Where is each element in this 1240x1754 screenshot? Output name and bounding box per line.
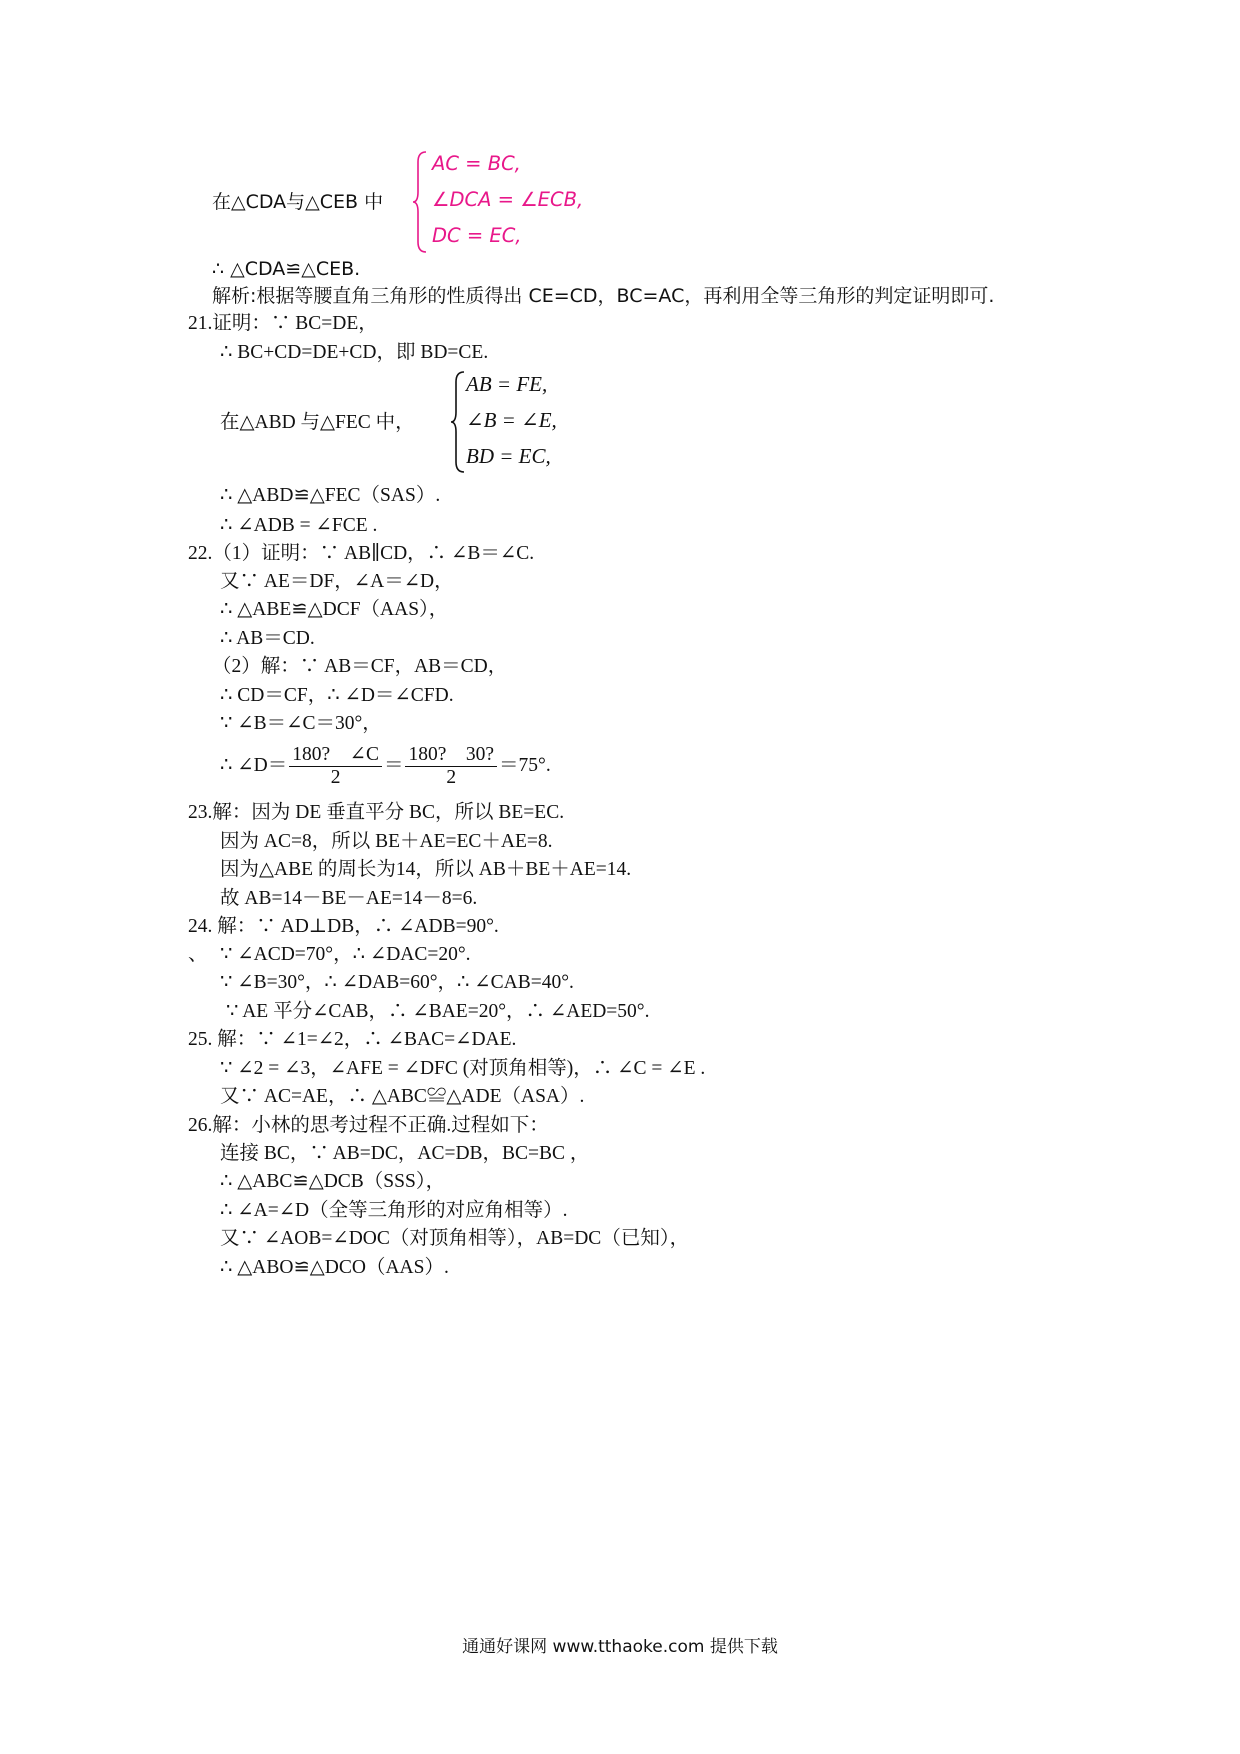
page-footer: 通通好课网 www.tthaoke.com 提供下载	[462, 1637, 778, 1657]
s22-fraction-2	[405, 744, 497, 789]
s26-line-6: ∴ △ABO≌△DCO（AAS）.	[220, 1257, 449, 1278]
s20-brace	[412, 150, 428, 254]
s22-line-8	[220, 742, 551, 790]
s25-line-3: 又∵ AC=AE，∴ △ABC≌△ADE（ASA）.	[220, 1086, 585, 1107]
s24-mark: 、	[188, 944, 208, 965]
s21-eq-2: ∠B = ∠E,	[466, 408, 557, 432]
s22-line-6: ∴ CD＝CF，∴ ∠D＝∠CFD.	[220, 685, 454, 706]
s23-line-2: 因为 AC=8，所以 BE＋AE=EC＋AE=8.	[220, 831, 553, 852]
s22-line-7: ∵ ∠B＝∠C＝30°，	[220, 713, 382, 734]
s20-eq-2: ∠DCA = ∠ECB,	[432, 188, 584, 211]
s26-line-3: ∴ △ABC≌△DCB（SSS），	[220, 1171, 446, 1192]
s20-equation-system	[412, 150, 612, 254]
s20-analysis: 解析:根据等腰直角三角形的性质得出 CE=CD，BC=AC，再利用全等三角形的判定证明即可.	[212, 285, 995, 307]
s24-line-2: ∵ ∠ACD=70°，∴ ∠DAC=20°.	[220, 944, 471, 965]
s20-eq-1: AC = BC,	[432, 152, 521, 175]
s24-line-4: ∵ AE 平分∠CAB，∴ ∠BAE=20°，∴ ∠AED=50°.	[226, 1001, 650, 1022]
s21-equation-system	[450, 370, 650, 474]
s22-frac-eq: ＝	[383, 755, 404, 776]
s21-line-2: ∴ BC+CD=DE+CD，即 BD=CE.	[220, 342, 489, 363]
s21-brace	[450, 370, 466, 474]
s20-intro: 在△CDA与△CEB 中	[212, 191, 384, 213]
s20-conclusion: ∴ △CDA≌△CEB.	[212, 258, 361, 280]
s22-frac1-den: 2	[330, 767, 341, 789]
s22-fraction-1	[289, 744, 382, 789]
s26-line-5: 又∵ ∠AOB=∠DOC（对顶角相等），AB=DC（已知），	[220, 1228, 690, 1249]
s23-line-3: 因为△ABE 的周长为14，所以 AB＋BE＋AE=14.	[220, 859, 632, 880]
s26-line-4: ∴ ∠A=∠D（全等三角形的对应角相等）.	[220, 1200, 568, 1221]
s26-line-1: 26.解：小林的思考过程不正确.过程如下：	[188, 1115, 549, 1136]
s21-line-4: ∴ ∠ADB = ∠FCE .	[220, 515, 378, 536]
s21-intro: 在△ABD 与△FEC 中，	[220, 412, 415, 433]
s24-line-1: 24. 解：∵ AD⊥DB，∴ ∠ADB=90°.	[188, 916, 499, 937]
s21-line-1: 21.证明：∵ BC=DE，	[188, 313, 378, 334]
s22-frac1-num: 180? ∠C	[289, 744, 382, 767]
s22-l8-post: ＝75°.	[499, 755, 551, 776]
s22-frac2-den: 2	[446, 767, 457, 789]
s21-eq-1: AB = FE,	[466, 372, 548, 396]
s22-frac2-num: 180? 30?	[405, 744, 497, 767]
s22-line-1: 22.（1）证明：∵ AB∥CD，∴ ∠B＝∠C.	[188, 543, 535, 564]
s21-line-3: ∴ △ABD≌△FEC（SAS）.	[220, 485, 441, 506]
s22-line-4: ∴ AB＝CD.	[220, 628, 315, 649]
s24-line-3: ∵ ∠B=30°，∴ ∠DAB=60°，∴ ∠CAB=40°.	[220, 972, 574, 993]
s21-eq-3: BD = EC,	[466, 444, 551, 468]
s22-line-2: 又∵ AE＝DF，∠A＝∠D，	[220, 571, 454, 592]
s20-eq-3: DC = EC,	[432, 224, 522, 247]
s22-l8-pre: ∴ ∠D＝	[220, 755, 288, 776]
s22-line-3: ∴ △ABE≌△DCF（AAS），	[220, 599, 449, 620]
s25-line-2: ∵ ∠2 = ∠3，∠AFE = ∠DFC (对顶角相等)，∴ ∠C = ∠E .	[220, 1058, 706, 1079]
s23-line-1: 23.解：因为 DE 垂直平分 BC，所以 BE=EC.	[188, 802, 565, 823]
s25-line-1: 25. 解：∵ ∠1=∠2，∴ ∠BAC=∠DAE.	[188, 1029, 517, 1050]
s22-line-5: （2）解：∵ AB＝CF，AB＝CD，	[212, 656, 508, 677]
s26-line-2: 连接 BC，∵ AB=DC，AC=DB，BC=BC ，	[220, 1143, 590, 1164]
s23-line-4: 故 AB=14－BE－AE=14－8=6.	[220, 888, 478, 909]
